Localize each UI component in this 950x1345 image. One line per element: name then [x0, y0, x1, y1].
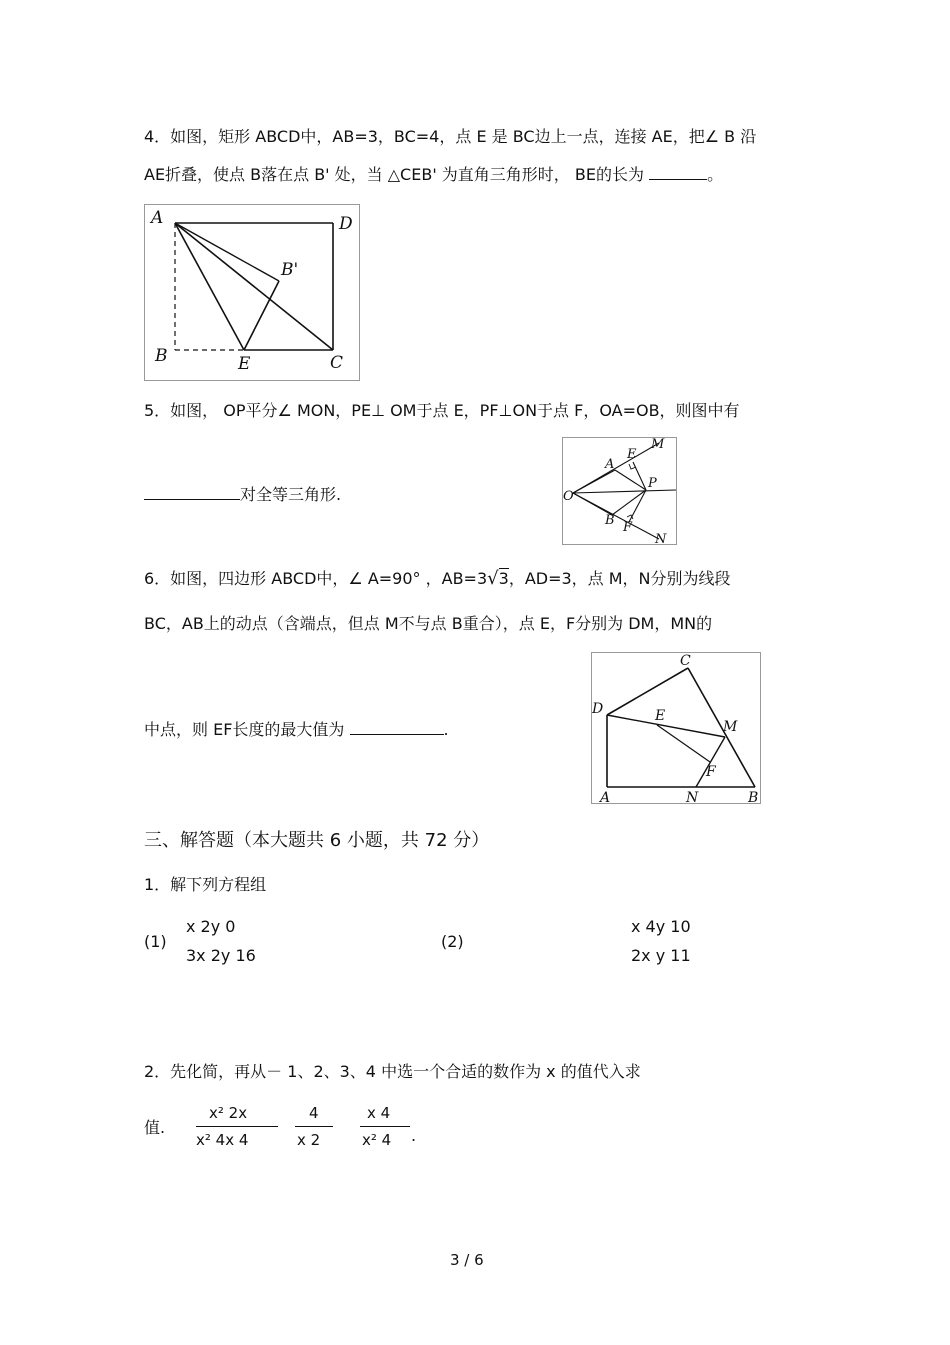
q6-label-B: B: [748, 790, 759, 803]
q4-label-Bp: B': [281, 260, 299, 280]
q6-answer-blank[interactable]: [350, 718, 444, 735]
s2-f3-denominator: x² 4: [362, 1131, 392, 1149]
q4-label-A: A: [151, 208, 164, 228]
q6-line1: [144, 569, 731, 589]
q5-label-M: M: [651, 438, 665, 452]
q6-line3-text: 中点，则 EF长度的最大值为: [144, 720, 345, 739]
q6-label-N: N: [686, 790, 699, 803]
s1-p1-label: (1): [144, 932, 167, 951]
q4-diagram: [145, 205, 359, 380]
q6-diagram: [592, 653, 760, 803]
q6-line2: BC，AB上的动点（含端点，但点 M不与点 B重合），点 E，F分别为 DM，MN的: [144, 614, 713, 633]
s1-title: 1．解下列方程组: [144, 875, 267, 894]
s2-f1-denominator: x² 4x 4: [196, 1131, 249, 1149]
section3-title: 三、解答题（本大题共 6 小题，共 72 分）: [144, 830, 490, 851]
q6-label-A: A: [600, 790, 611, 803]
q5-label-A: A: [605, 457, 615, 472]
q4-label-B: B: [155, 346, 168, 366]
q6-label-M: M: [723, 719, 738, 735]
s1-p2-eq1: x 4y 10: [631, 917, 691, 936]
s1-p1-eq1: x 2y 0: [186, 917, 236, 936]
q4-line2-text: AE折叠，使点 B落在点 B' 处，当 △CEB' 为直角三角形时， BE的长为: [144, 165, 644, 184]
q4-line2-end: 。: [707, 165, 724, 184]
s1-p2-eq2: 2x y 11: [631, 946, 691, 965]
q5-label-N: N: [655, 532, 667, 544]
q5-line1: 5．如图， OP平分∠ MON，PE⊥ OM于点 E，PF⊥ON于点 F，OA=OB，则图中有: [144, 401, 740, 420]
q6-line1-a: 6．如图，四边形 ABCD中，∠ A=90° ，AB=3: [144, 569, 488, 588]
q6-label-E: E: [655, 708, 666, 724]
q5-diagram: [563, 438, 676, 544]
s2-line1: 2．先化简，再从－ 1、2、3、4 中选一个合适的数作为 x 的值代入求: [144, 1062, 641, 1081]
q4-line1: 4．如图，矩形 ABCD中，AB=3，BC=4，点 E 是 BC边上一点，连接 AE，把∠ B 沿: [144, 127, 757, 146]
q5-label-P: P: [648, 476, 657, 491]
q6-line3-end: .: [443, 720, 449, 739]
q4-figure: [144, 204, 360, 381]
q5-figure: [562, 437, 677, 545]
s2-f2-denominator: x 2: [297, 1131, 321, 1149]
s2-f3-numerator: x 4: [367, 1104, 391, 1122]
s2-f2-bar: [295, 1126, 333, 1127]
q4-answer-blank[interactable]: [649, 163, 707, 180]
q5-label-B: B: [605, 513, 615, 528]
s2-prefix: 值.: [144, 1118, 166, 1137]
q6-label-C: C: [680, 653, 691, 669]
q5-answer-blank[interactable]: [144, 483, 240, 500]
q5-line2: [144, 483, 341, 505]
s1-p2-label: (2): [441, 932, 464, 951]
s2-f3-bar: [360, 1126, 410, 1127]
q5-label-E: E: [627, 447, 637, 462]
s1-p1-eq2: 3x 2y 16: [186, 946, 256, 965]
q6-label-F: F: [706, 764, 716, 780]
q4-label-C: C: [330, 353, 344, 373]
q5-label-O: O: [563, 489, 574, 504]
sqrt-sign: √: [487, 568, 499, 589]
s2-end: .: [411, 1126, 417, 1145]
q6-line3: [144, 718, 449, 740]
q5-label-F: F: [623, 520, 633, 535]
s2-f2-numerator: 4: [309, 1104, 319, 1122]
q4-label-D: D: [339, 214, 353, 234]
page-number: 3 / 6: [450, 1251, 484, 1269]
q6-sqrt-value: 3: [498, 569, 509, 588]
q6-label-D: D: [592, 701, 604, 717]
q6-figure: [591, 652, 761, 804]
q6-line1-b: ，AD=3，点 M，N分别为线段: [508, 569, 731, 588]
q4-line2: [144, 163, 723, 185]
s2-f1-bar: [196, 1126, 278, 1127]
q5-line2-text: 对全等三角形.: [240, 485, 342, 504]
q4-label-E: E: [238, 354, 251, 374]
s2-f1-numerator: x² 2x: [209, 1104, 248, 1122]
